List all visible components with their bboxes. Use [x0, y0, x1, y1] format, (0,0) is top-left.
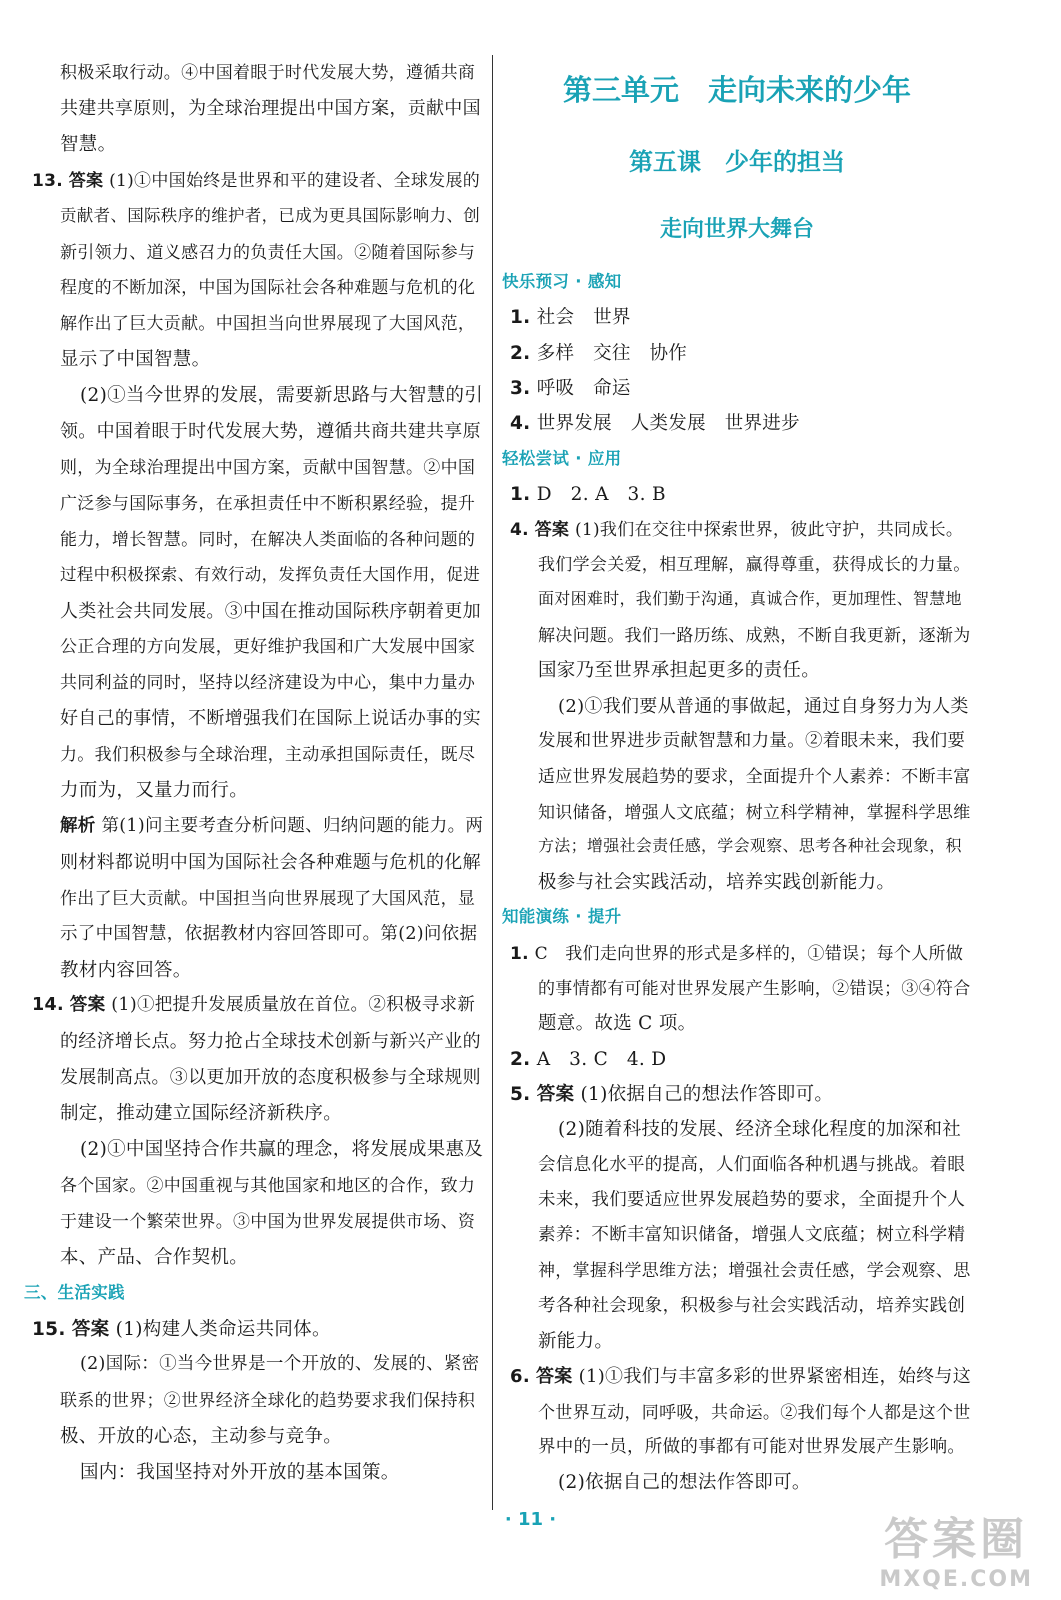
line-text: 题意。故选 C 项。	[538, 1013, 697, 1035]
line-text: (2)①中国坚持合作共赢的理念，将发展成果惠及	[80, 1139, 484, 1160]
line-text: D 2. A 3. B	[536, 483, 666, 505]
section-heading: 三、生活实践	[24, 1282, 125, 1302]
text-line	[32, 1315, 331, 1341]
line-text: 领。中国着眼于时代发展大势，遵循共商共建共享原	[60, 421, 481, 442]
text-line	[32, 991, 475, 1016]
answer-label: 答案	[536, 1083, 575, 1105]
answer-label: 答案	[534, 520, 570, 541]
text-line	[510, 409, 800, 435]
line-text: 新能力。	[538, 1331, 614, 1352]
text-line	[60, 1027, 481, 1053]
text-line	[60, 632, 475, 657]
text-line	[538, 1256, 971, 1281]
line-text: 极参与社会实践活动，培养实践创新能力。	[538, 872, 896, 894]
line-text: 过程中积极探索、有效行动，发挥负责任大国作用，促进	[60, 564, 480, 584]
text-line	[60, 417, 481, 443]
text-line	[60, 1063, 481, 1089]
text-line	[60, 704, 481, 730]
answer-label: 答案	[68, 170, 104, 191]
question-number: 15.	[32, 1318, 66, 1340]
text-line	[510, 480, 666, 506]
line-text: 智慧。	[60, 133, 117, 155]
text-line	[510, 303, 631, 329]
line-text: 则材料都说明中国为国际社会各种难题与危机的化解	[60, 851, 481, 873]
text-line	[510, 339, 687, 365]
line-text: 神，掌握科学思维方法；增强社会责任感，学会观察、思	[538, 1261, 971, 1282]
text-line	[60, 345, 210, 371]
text-line	[60, 202, 480, 226]
section-heading: 快乐预习 · 感知	[502, 272, 622, 291]
text-line	[60, 884, 475, 909]
question-number: 6.	[510, 1366, 530, 1388]
line-text: 解决问题。我们一路历练、成熟，不断自我更新，逐渐为	[538, 626, 971, 646]
text-line	[538, 586, 962, 609]
line-text: 考各种社会现象，积极参与社会实践活动，培养实践创	[538, 1295, 966, 1316]
question-number: 5.	[510, 1083, 531, 1105]
text-line	[60, 525, 475, 550]
text-line	[60, 453, 475, 478]
section-heading: 轻松尝试 · 应用	[502, 448, 622, 468]
text-line	[538, 1398, 971, 1423]
text-line	[538, 1186, 965, 1211]
line-text: 显示了中国智慧。	[60, 349, 211, 371]
line-text: 力而为，又量力而行。	[60, 780, 249, 801]
text-line	[538, 1009, 696, 1035]
text-line	[538, 1433, 965, 1458]
line-text: (2)国际：①当今世界是一个开放的、发展的、紧密	[80, 1354, 480, 1375]
line-text: 解作出了巨大贡献。中国担当向世界展现了大国风范，	[60, 314, 476, 335]
line-text: 积极采取行动。④中国着眼于时代发展大势，遵循共商	[60, 63, 476, 83]
text-line	[60, 956, 192, 982]
line-text: (1)依据自己的想法作答即可。	[580, 1083, 834, 1105]
text-line	[538, 727, 965, 752]
text-line	[80, 1135, 483, 1161]
text-line	[60, 561, 480, 585]
question-number: 4.	[510, 520, 529, 541]
question-number: 14.	[32, 995, 64, 1016]
lesson-title: 第五课 少年的担当	[629, 148, 845, 176]
question-number: 4.	[510, 413, 531, 435]
line-text: 制定，推动建立国际经济新秩序。	[60, 1103, 343, 1125]
text-line	[510, 1362, 971, 1388]
text-line	[60, 1243, 248, 1269]
line-text: 贡献者、国际秩序的维护者，已成为更具国际影响力、创	[60, 205, 480, 225]
text-line	[60, 489, 475, 514]
text-line	[80, 1350, 480, 1375]
text-line	[60, 1099, 342, 1125]
line-text: (1)①我们与丰富多彩的世界紧密相连，始终与这	[578, 1366, 972, 1388]
text-line	[60, 58, 475, 83]
text-line	[558, 1468, 811, 1494]
text-line	[510, 1045, 666, 1071]
text-line	[538, 1151, 965, 1176]
line-text: 发展制高点。③以更加开放的态度积极参与全球规则	[60, 1067, 481, 1089]
text-line	[538, 868, 895, 894]
line-text: 的事情都有可能对世界发展产生影响，②错误；③④符合	[538, 979, 971, 999]
line-text: 知识储备，增强人文底蕴；树立科学精神，掌握科学思维	[538, 802, 971, 823]
answer-label: 答案	[69, 995, 106, 1016]
topic-title: 走向世界大舞台	[659, 217, 814, 242]
watermark-logo	[879, 1503, 1033, 1592]
text-line	[538, 1327, 613, 1353]
text-line	[60, 668, 475, 693]
line-text: 呼吸 命运	[536, 377, 631, 399]
text-line	[60, 130, 116, 156]
line-text: 公正合理的方向发展，更好维护我国和广大发展中国家	[60, 637, 476, 658]
line-text: 作出了巨大贡献。中国担当向世界展现了大国风范，显	[60, 888, 476, 909]
line-text: (2)依据自己的想法作答即可。	[558, 1472, 811, 1494]
text-line	[80, 1458, 400, 1484]
text-line	[60, 776, 248, 802]
watermark-text: 答案圈	[884, 1514, 1029, 1565]
text-line	[538, 1221, 965, 1246]
unit-title: 第三单元 走向未来的少年	[562, 73, 911, 107]
text-line	[60, 1207, 475, 1232]
line-text: 共同利益的同时，坚持以经济建设为中心，集中力量办	[60, 673, 476, 694]
line-text: 国家乃至世界承担起更多的责任。	[538, 660, 821, 682]
text-line	[510, 515, 963, 540]
text-line	[538, 798, 971, 823]
line-text: 于建设一个繁荣世界。③中国为世界发展提供市场、资	[60, 1211, 476, 1232]
line-text: C 我们走向世界的形式是多样的，①错误；每个人所做	[534, 943, 964, 964]
line-text: (1)我们在交往中探索世界，彼此守护，共同成长。	[574, 520, 964, 541]
watermark-url: MXQE.COM	[879, 1567, 1033, 1592]
line-text: 国内：我国坚持对外开放的基本国策。	[80, 1462, 400, 1484]
line-text: 教材内容回答。	[60, 959, 192, 981]
line-text: 界中的一员，所做的事都有可能对世界发展产生影响。	[538, 1436, 966, 1457]
question-number: 13.	[32, 170, 64, 191]
line-text: 会信息化水平的提高，人们面临各种机遇与挑战。着眼	[538, 1154, 966, 1175]
line-text: 本、产品、合作契机。	[60, 1246, 249, 1268]
text-line	[60, 1422, 342, 1448]
text-line	[60, 1386, 475, 1411]
section-heading: 知能演练 · 提升	[502, 907, 622, 927]
question-number: 2.	[510, 342, 531, 364]
line-text: (1)①中国始终是世界和平的建设者、全球发展的	[109, 170, 481, 191]
text-line	[538, 762, 971, 787]
line-text: 好自己的事情，不断增强我们在国际上说话办事的实	[60, 708, 481, 730]
text-line	[60, 238, 475, 263]
question-number: 1.	[510, 483, 531, 505]
text-line	[80, 381, 483, 407]
question-number: 2.	[510, 1048, 531, 1070]
column-divider	[492, 55, 493, 1510]
text-line	[60, 597, 481, 623]
line-text: (2)①当今世界的发展，需要新思路与大智慧的引	[80, 385, 484, 407]
line-text: 广泛参与国际事务，在承担责任中不断积累经验，提升	[60, 493, 476, 514]
line-text: (1)①把提升发展质量放在首位。②积极寻求新	[111, 995, 476, 1016]
text-line	[60, 309, 475, 334]
question-number: 3.	[510, 377, 531, 399]
text-line	[538, 656, 820, 682]
line-text: A 3. C 4. D	[536, 1048, 667, 1070]
line-text: 则，为全球治理提出中国方案，贡献中国智慧。②中国	[60, 457, 476, 478]
question-number: 1.	[510, 943, 529, 964]
text-line	[32, 166, 480, 191]
line-text: 面对困难时，我们勤于沟通，真诚合作，更加理性、智慧地	[538, 588, 962, 608]
line-text: 联系的世界；②世界经济全球化的趋势要求我们保持积	[60, 1391, 476, 1412]
line-text: 素养：不断丰富知识储备，增强人文底蕴；树立科学精	[538, 1225, 966, 1246]
line-text: 社会 世界	[536, 307, 631, 329]
line-text: (2)随着科技的发展、经济全球化程度的加深和社	[558, 1119, 962, 1141]
text-line	[558, 692, 969, 718]
text-line	[538, 974, 971, 999]
line-text: 多样 交往 协作	[536, 342, 688, 364]
line-text: 方法；增强社会责任感，学会观察、思考各种社会现象，积	[538, 835, 962, 855]
line-text: 各个国家。②中国重视与其他国家和地区的合作，致力	[60, 1175, 476, 1196]
line-text: 新引领力、道义感召力的负责任大国。②随着国际参与	[60, 242, 476, 263]
question-number: 1.	[510, 307, 531, 329]
text-line	[538, 833, 962, 856]
line-text: 未来，我们要适应世界发展趋势的要求，全面提升个人	[538, 1189, 966, 1210]
line-text: 共建共享原则，为全球治理提出中国方案，贡献中国	[60, 97, 481, 119]
line-text: 第(1)问主要考查分析问题、归纳问题的能力。两	[101, 815, 484, 836]
text-line	[60, 920, 477, 945]
text-line	[60, 848, 481, 874]
line-text: 极、开放的心态，主动参与竞争。	[60, 1426, 343, 1448]
line-text: 示了中国智慧，依据教材内容回答即可。第(2)问依据	[60, 923, 478, 944]
text-line	[558, 1115, 961, 1141]
line-text: 我们学会关爱，相互理解，赢得尊重，获得成长的力量。	[538, 555, 971, 576]
line-text: 能力，增长智慧。同时，在解决人类面临的各种问题的	[60, 529, 476, 550]
line-text: 发展和世界进步贡献智慧和力量。②着眼未来，我们要	[538, 730, 966, 751]
text-line	[60, 273, 475, 298]
line-text: (2)①我们要从普通的事做起，通过自身努力为人类	[558, 695, 969, 717]
line-text: (1)构建人类命运共同体。	[115, 1318, 331, 1340]
text-line	[60, 1171, 475, 1196]
answer-label: 答案	[536, 1366, 573, 1388]
answer-label: 解析	[60, 815, 96, 836]
text-line	[538, 1292, 965, 1317]
line-text: 力。我们积极参与全球治理，主动承担国际责任，既尽	[60, 745, 476, 766]
text-line	[510, 1080, 833, 1106]
line-text: 人类社会共同发展。③中国在推动国际秩序朝着更加	[60, 600, 481, 622]
line-text: 的经济增长点。努力抢占全球技术创新与新兴产业的	[60, 1031, 481, 1053]
line-text: 适应世界发展趋势的要求，全面提升个人素养：不断丰富	[538, 767, 971, 788]
text-line	[60, 740, 475, 765]
text-line	[60, 812, 483, 837]
text-line	[538, 621, 971, 646]
answer-label: 答案	[71, 1318, 110, 1340]
line-text: 程度的不断加深，中国为国际社会各种难题与危机的化	[60, 278, 476, 299]
text-line	[538, 550, 971, 575]
text-line	[60, 94, 481, 120]
line-text: 世界发展 人类发展 世界进步	[536, 413, 800, 435]
text-line	[510, 374, 631, 400]
text-line	[510, 939, 963, 964]
line-text: 个世界互动，同呼吸，共命运。②我们每个人都是这个世	[538, 1402, 971, 1423]
page-number: · 11 ·	[504, 1509, 557, 1530]
